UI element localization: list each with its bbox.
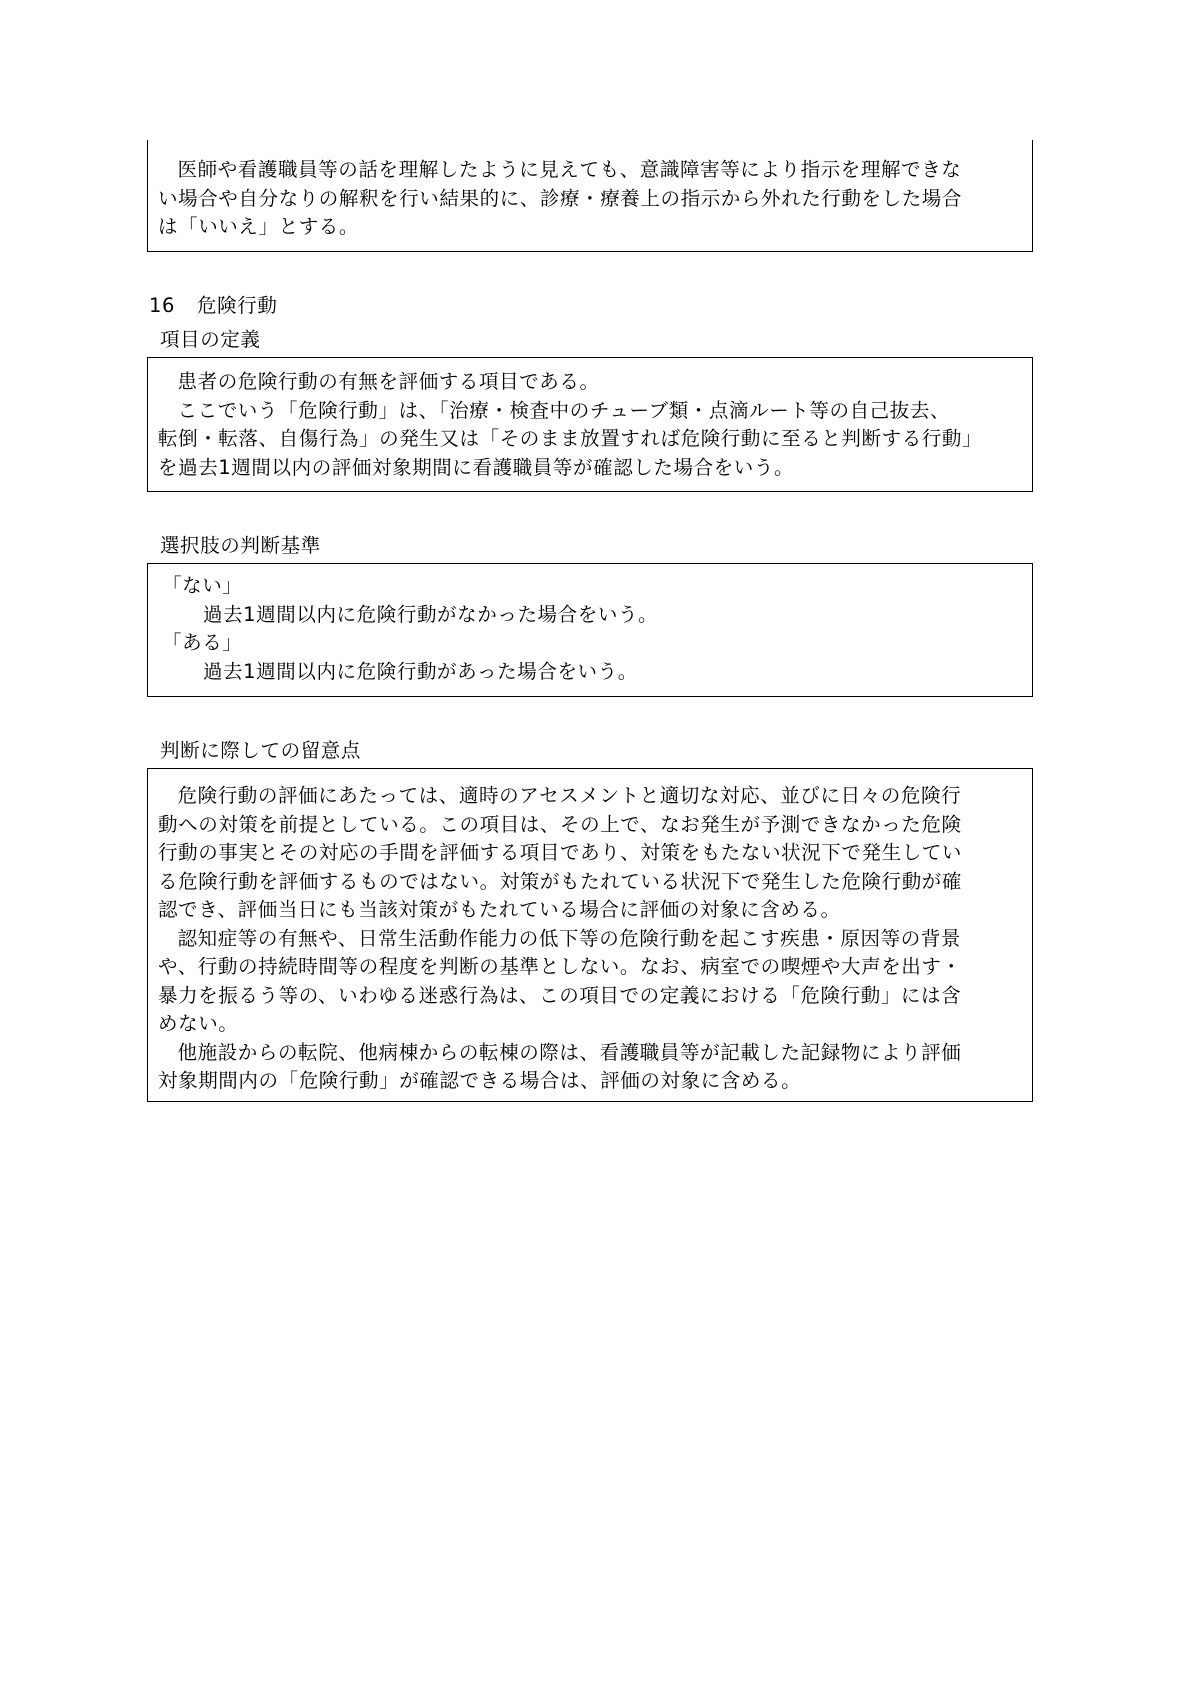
notes-line: 暴力を振るう等の、いわゆる迷惑行為は、この項目での定義における「危険行動」には含 [158,983,962,1007]
continuation-line: 医師や看護職員等の話を理解したように見えても、意識障害等により指示を理解できな [177,158,962,181]
option-label-none: 「ない」 [162,574,243,597]
notes-line: 危険行動の評価にあたっては、適時のアセスメントと適切な対応、並びに日々の危険行 [177,784,962,807]
notes-heading: 判断に際しての留意点 [160,739,362,762]
criteria-heading: 選択肢の判断基準 [160,534,321,557]
notes-line: る危険行動を評価するものではない。対策がもたれている状況下で発生した危険行動が確 [158,869,963,893]
notes-line: 認知症等の有無や、日常生活動作能力の低下等の危険行動を起こす疾患・原因等の背景 [177,926,962,950]
section-title: 危険行動 [197,294,278,317]
continuation-box [147,140,1033,252]
continuation-line: は「いいえ」とする。 [158,215,360,238]
definition-box [147,357,1033,492]
notes-line: 他施設からの転院、他病棟からの転棟の際は、看護職員等が記載した記録物により評価 [177,1040,962,1064]
notes-line: 動への対策を前提としている。この項目は、その上で、なお発生が予測できなかった危険 [158,812,962,836]
notes-line: めない。 [158,1012,239,1035]
definition-line: ここでいう「危険行動」は、「治療・検査中のチューブ類・点滴ルート等の自己抜去、 [177,398,951,422]
notes-line: や、行動の持続時間等の程度を判断の基準としない。なお、病室での喫煙や大声を出す・ [158,955,962,978]
continuation-line: い場合や自分なりの解釈を行い結果的に、診療・療養上の指示から外れた行動をした場合 [158,186,963,210]
notes-line: 認でき、評価当日にも当該対策がもたれている場合に評価の対象に含める。 [158,898,841,921]
notes-line: 対象期間内の「危険行動」が確認できる場合は、評価の対象に含める。 [158,1069,802,1092]
definition-heading: 項目の定義 [160,328,261,351]
notes-line: 行動の事実とその対応の手間を評価する項目であり、対策をもたない状況下で発生してい [158,841,963,864]
criteria-box [147,563,1033,697]
option-label-present: 「ある」 [162,631,243,654]
definition-line: 転倒・転落、自傷行為」の発生又は「そのまま放置すれば危険行動に至ると判断する行動」 [158,427,983,450]
definition-line: を過去1週間以内の評価対象期間に看護職員等が確認した場合をいう。 [158,455,795,479]
section-heading [149,293,277,319]
section-number: 16 [149,294,176,317]
option-description-none: 過去1週間以内に危険行動がなかった場合をいう。 [202,602,659,626]
option-description-present: 過去1週間以内に危険行動があった場合をいう。 [202,659,638,683]
notes-box [147,768,1033,1102]
definition-line: 患者の危険行動の有無を評価する項目である。 [177,370,600,393]
